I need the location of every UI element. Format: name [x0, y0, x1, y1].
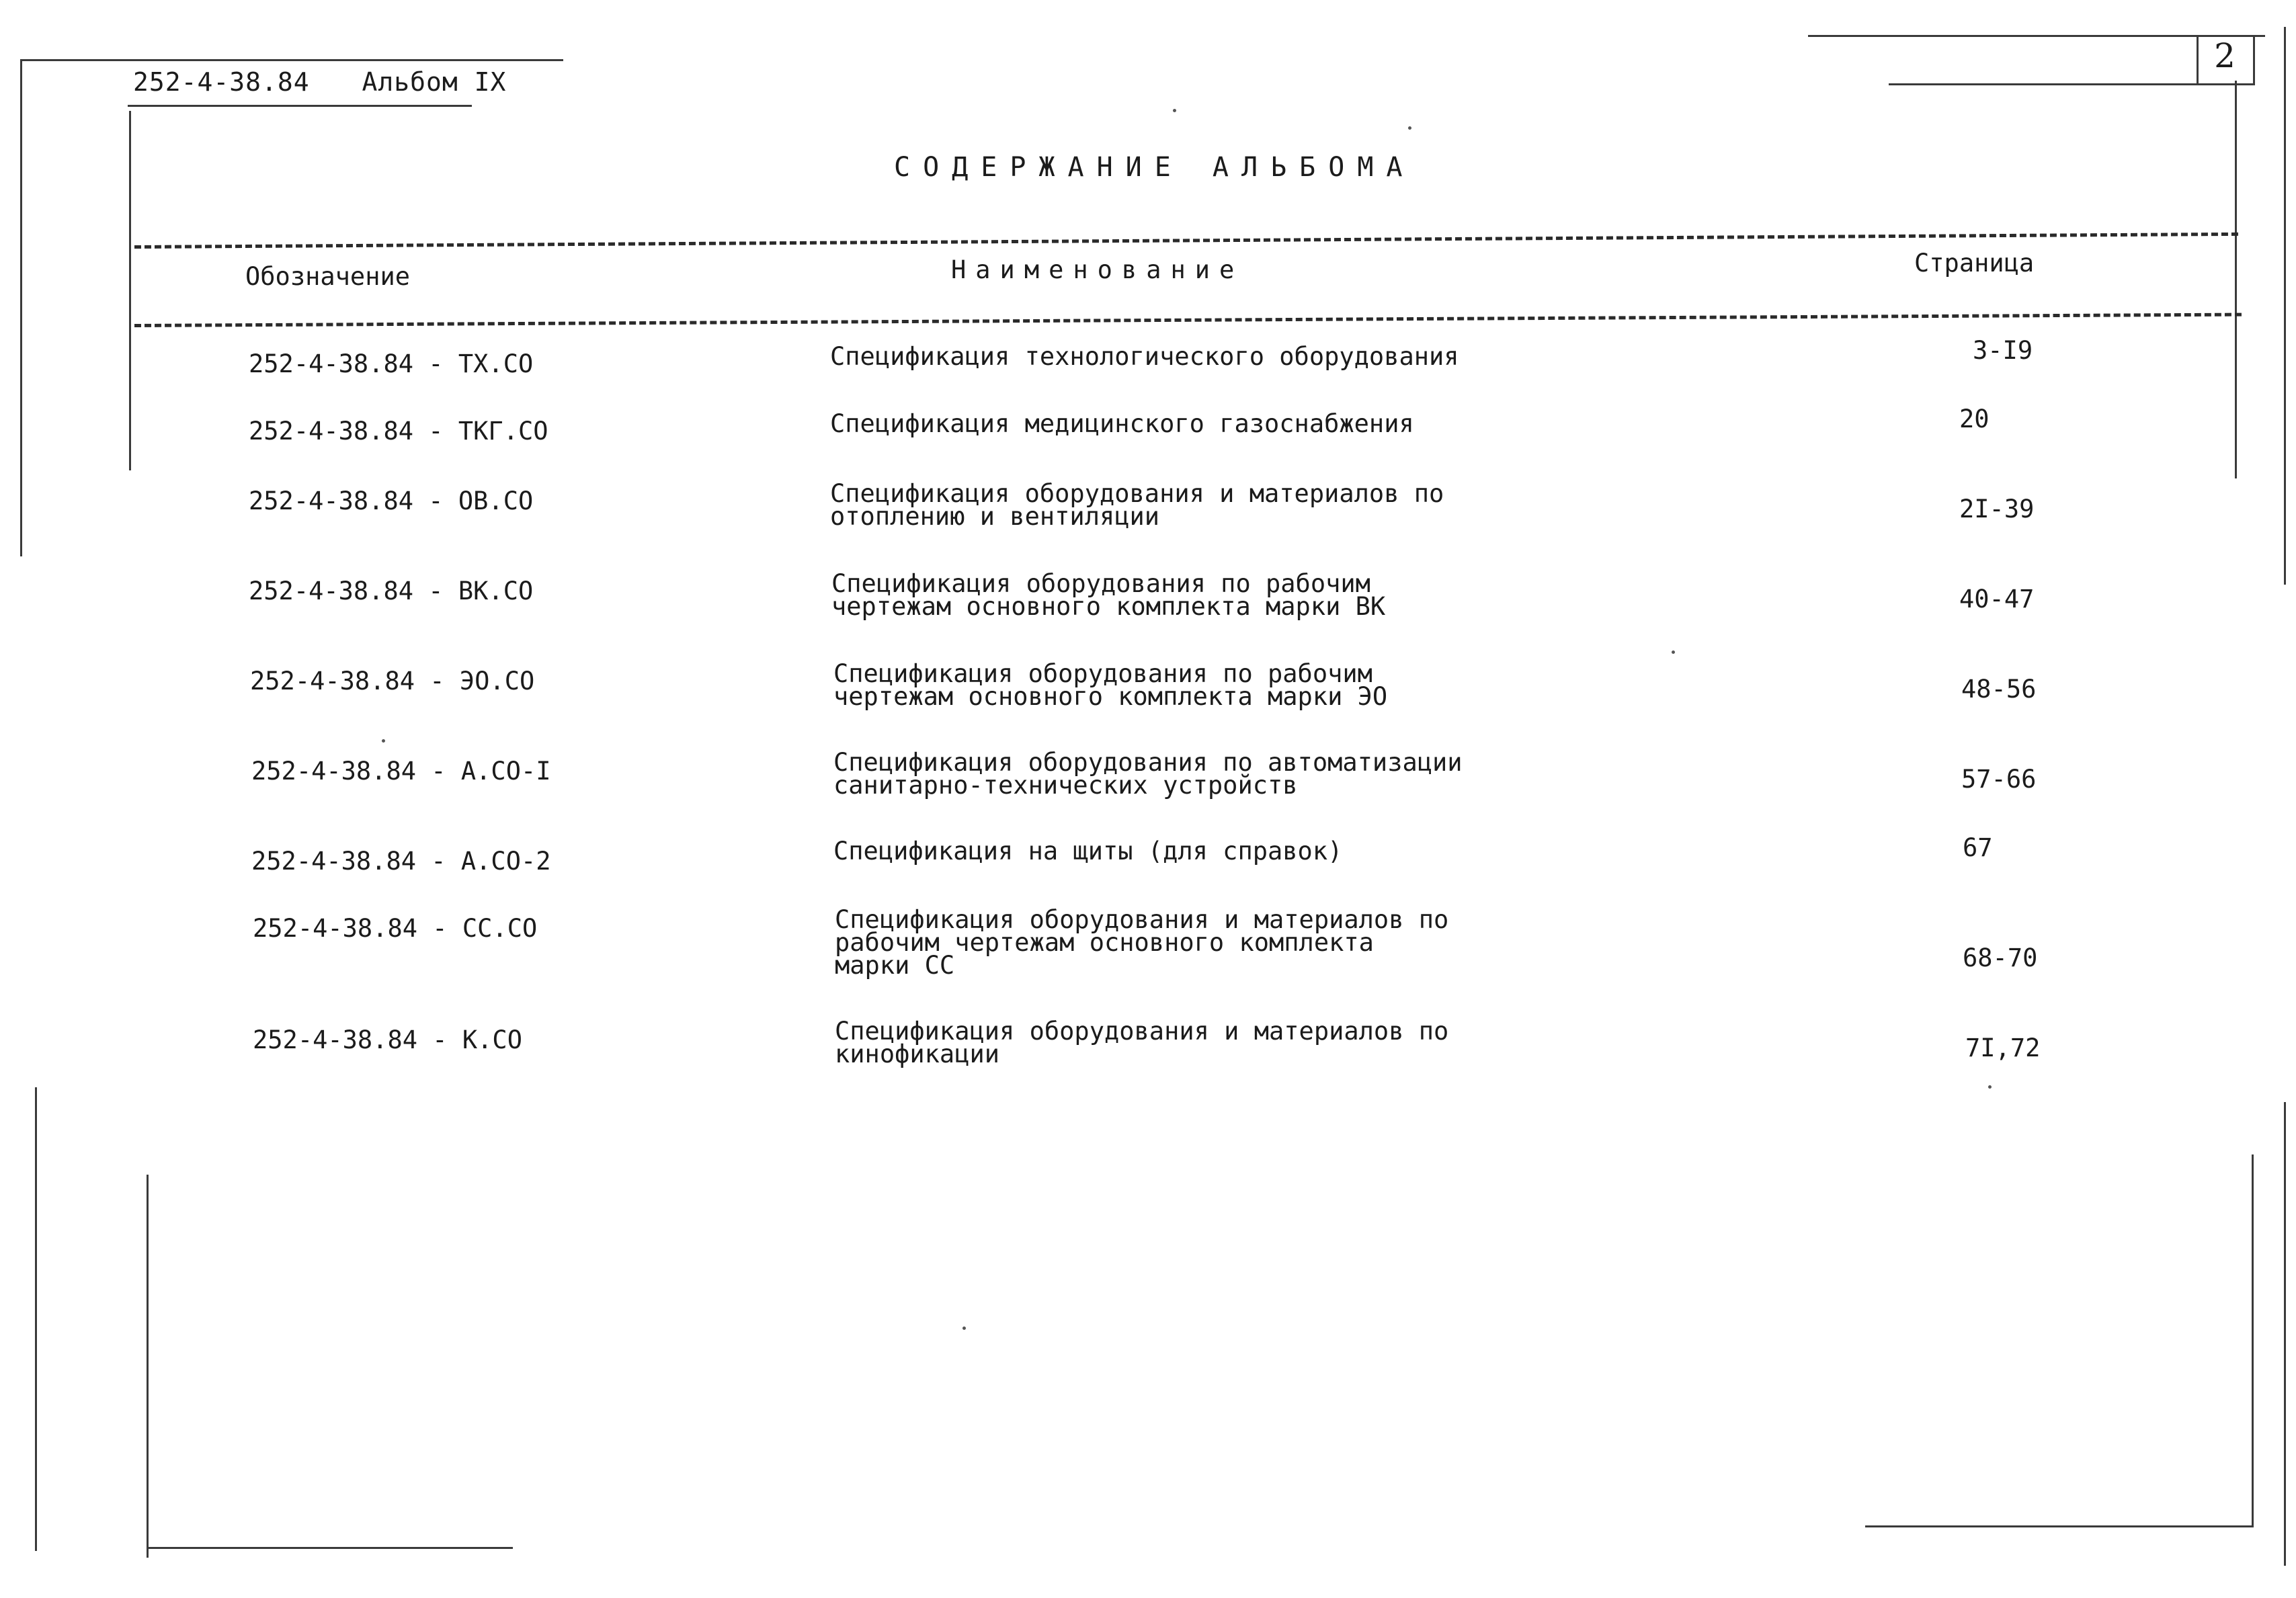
frame-lower-right-inner-line [2252, 1154, 2254, 1525]
row-name: Спецификация оборудования по автоматизации санитарно-технических устройств [833, 748, 1463, 800]
row-designation: 252-4-38.84 - ОВ.СО [249, 487, 534, 515]
row-page: 40-47 [1959, 585, 2035, 614]
scan-speck [1672, 650, 1675, 654]
scan-speck [1988, 1085, 1992, 1089]
row-name: Спецификация оборудования и материалов по отоплению и вентиляции [830, 479, 1444, 531]
album-number: Альбом IX [362, 67, 507, 97]
row-page: 48-56 [1961, 675, 2037, 704]
frame-right-inner-line [2235, 81, 2237, 478]
column-header-page: Страница [1914, 249, 2035, 278]
column-header-name: Наименование [951, 255, 1244, 284]
frame-top-left-line [20, 59, 563, 61]
row-page: 57-66 [1961, 765, 2037, 794]
row-page: 68-70 [1963, 943, 2038, 972]
row-name: Спецификация оборудования по рабочим чертежам основного комплекта марки ВК [831, 569, 1386, 621]
frame-bottom-left-line [147, 1547, 513, 1549]
row-page: 3-I9 [1973, 336, 2033, 365]
scan-speck [1173, 109, 1176, 112]
page-box-right-line [2253, 35, 2255, 83]
row-page: 2I-39 [1959, 495, 2035, 523]
row-name: Спецификация оборудования по рабочим чертежам основного комплекта марки ЭО [833, 659, 1388, 711]
frame-left-inner-line [129, 111, 131, 470]
row-name: Спецификация технологического оборудования [830, 342, 1459, 371]
row-name: Спецификация оборудования и материалов по кинофикации [835, 1017, 1449, 1068]
row-designation: 252-4-38.84 - ТХ.СО [249, 349, 534, 378]
row-name: Спецификация медицинского газоснабжения [830, 409, 1414, 438]
table-header-bottom-rule [134, 313, 2242, 327]
row-designation: 252-4-38.84 - СС.СО [253, 914, 538, 943]
frame-lower-left-outer-line [35, 1087, 37, 1551]
album-code: 252-4-38.84 [133, 67, 310, 97]
page-number: 2 [2214, 36, 2236, 75]
album-code-header [133, 67, 506, 97]
row-page: 20 [1959, 405, 1990, 433]
row-designation: 252-4-38.84 - ТКГ.СО [249, 417, 548, 446]
scan-speck [1408, 126, 1411, 130]
document-title: СОДЕРЖАНИЕ АЛЬБОМА [894, 152, 1416, 183]
row-name: Спецификация на щиты (для справок) [833, 837, 1343, 866]
table-header-top-rule [134, 233, 2238, 249]
header-underline [128, 105, 472, 107]
frame-lower-left-inner-line [147, 1175, 149, 1558]
row-designation: 252-4-38.84 - ВК.СО [249, 577, 534, 605]
row-designation: 252-4-38.84 - А.СО-I [251, 757, 551, 786]
column-header-designation: Обозначение [245, 262, 411, 291]
row-designation: 252-4-38.84 - ЭО.СО [250, 667, 535, 696]
frame-top-right-inner-line [1889, 83, 2255, 85]
row-name: Спецификация оборудования и материалов по рабочим чертежам основного комплекта марки СС [835, 905, 1449, 980]
frame-right-outer-line [2284, 27, 2286, 585]
scan-speck [962, 1327, 966, 1330]
row-designation: 252-4-38.84 - А.СО-2 [251, 847, 551, 876]
frame-lower-right-outer-line [2284, 1102, 2286, 1566]
scan-speck [382, 739, 385, 743]
row-designation: 252-4-38.84 - К.СО [253, 1025, 522, 1054]
frame-bottom-right-line [1865, 1525, 2254, 1527]
frame-left-outer-line [20, 59, 22, 556]
row-page: 67 [1963, 833, 1993, 862]
row-page: 7I,72 [1965, 1034, 2041, 1062]
